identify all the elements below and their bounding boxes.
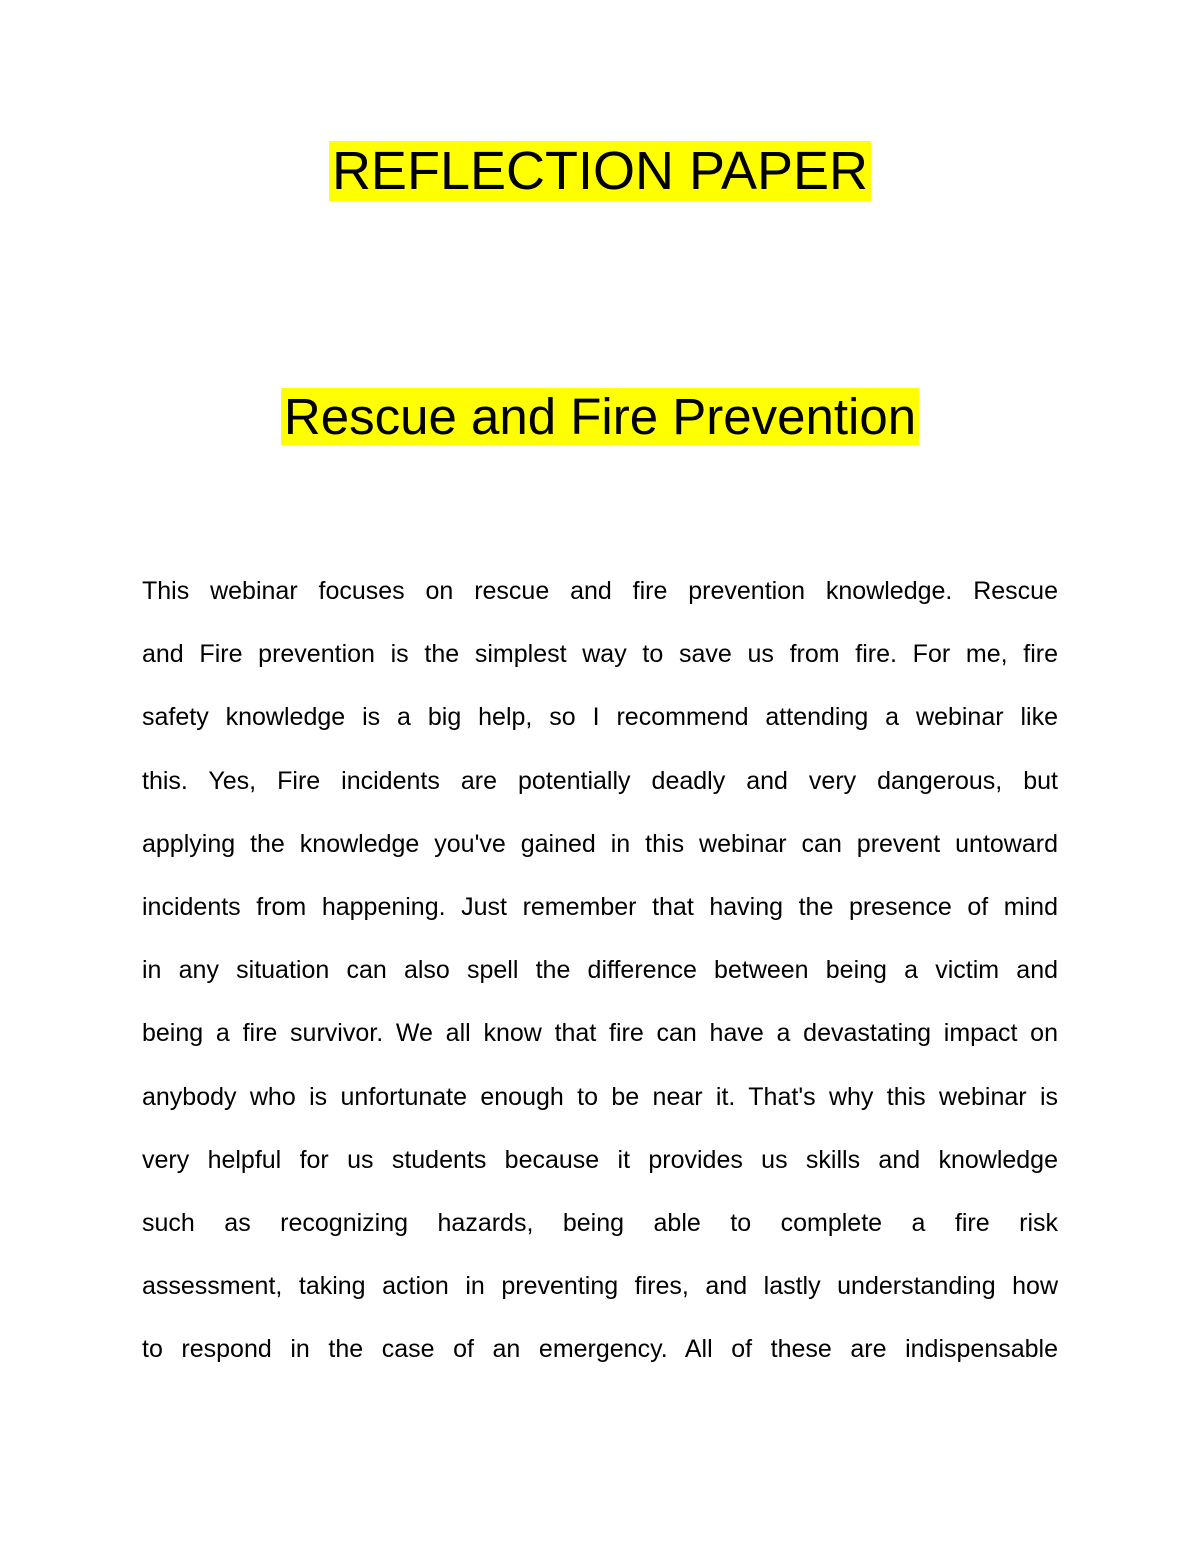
body-line: anybody who is unfortunate enough to be near it. That's why this webinar is [142, 1082, 1058, 1111]
page-title [0, 141, 1200, 201]
subtitle-highlight: Rescue and Fire Prevention [281, 388, 919, 445]
body-line: being a fire survivor. We all know that fire can have a devastating impact on [142, 1019, 1058, 1048]
body-line: This webinar focuses on rescue and fire prevention knowledge. Rescue [142, 577, 1058, 605]
title-highlight: REFLECTION PAPER [329, 141, 871, 201]
body-line: applying the knowledge you've gained in this webinar can prevent untoward [142, 829, 1058, 858]
body-line: safety knowledge is a big help, so I recommend attending a webinar like [142, 703, 1058, 732]
body-line: this. Yes, Fire incidents are potentially deadly and very dangerous, but [142, 766, 1058, 795]
body-line: very helpful for us students because it provides us skills and knowledge [142, 1145, 1058, 1174]
page-subtitle [0, 387, 1200, 447]
body-paragraph [142, 565, 1058, 1386]
body-line: such as recognizing hazards, being able to complete a fire risk [142, 1208, 1058, 1237]
body-line: assessment, taking action in preventing fires, and lastly understanding how [142, 1272, 1058, 1301]
body-line: and Fire prevention is the simplest way to save us from fire. For me, fire [142, 640, 1058, 669]
body-line: in any situation can also spell the difference between being a victim and [142, 956, 1058, 985]
body-line: to respond in the case of an emergency. All of these are indispensable [142, 1335, 1058, 1364]
body-line: incidents from happening. Just remember that having the presence of mind [142, 892, 1058, 921]
